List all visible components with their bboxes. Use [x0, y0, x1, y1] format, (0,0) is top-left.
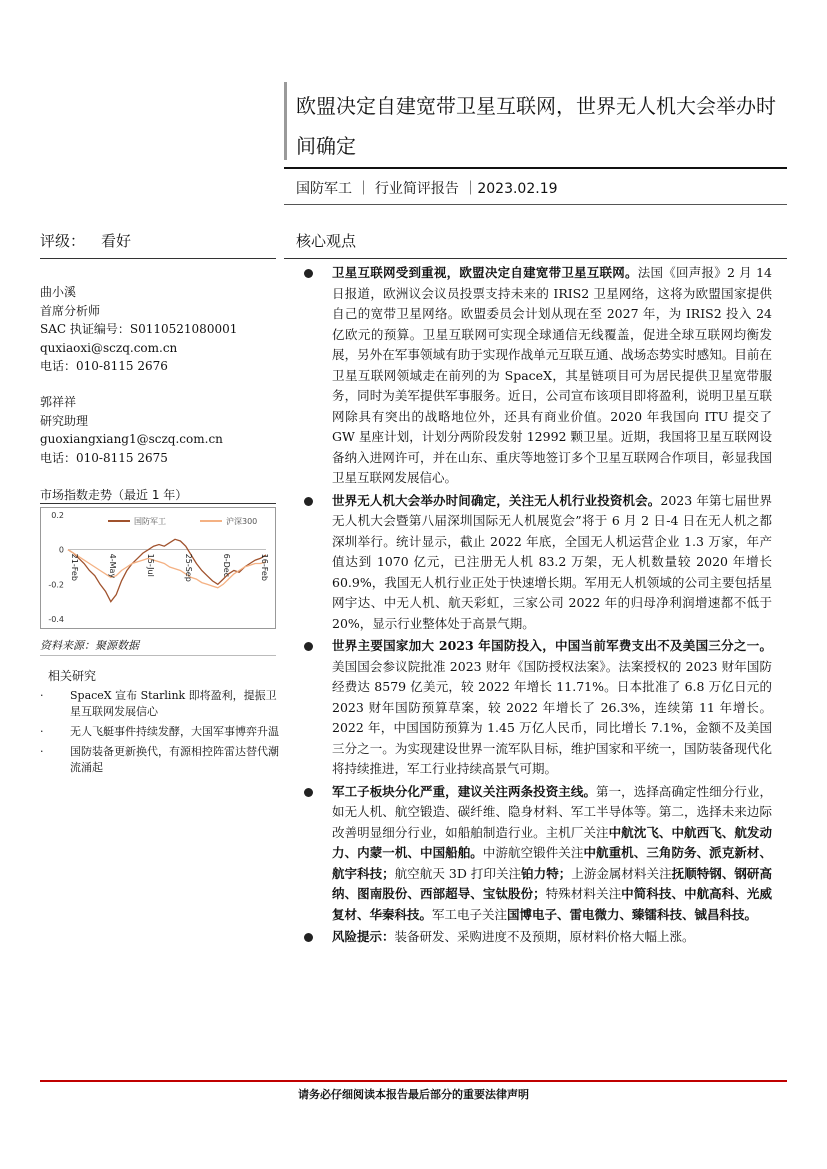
core-point-text: 装备研发、采购进度不及预期，原材料价格大幅上涨。 — [394, 929, 695, 944]
index-chart-svg — [40, 507, 276, 629]
analyst-phone: 电话：010-8115 2676 — [40, 359, 168, 373]
subtitle-divider — [284, 204, 787, 205]
legal-notice: 请务必仔细阅读本报告最后部分的重要法律声明 — [298, 1088, 529, 1101]
core-views-title: 核心观点 — [296, 232, 357, 250]
bullet-dot: · — [40, 725, 44, 738]
analyst-name: 曲小溪 — [40, 285, 77, 299]
rating — [40, 230, 131, 251]
core-point — [304, 636, 772, 780]
x-tick-label: 4-May — [108, 553, 117, 579]
core-point — [304, 491, 772, 635]
analyst-role: 研究助理 — [40, 413, 89, 428]
analyst-cert: SAC 执证编号：S0110521080001 — [40, 322, 238, 336]
core-point-heading: 世界主要国家加大 2023 年国防投入，中国当前军费支出不及美国三分之一。 — [332, 638, 772, 653]
bullet-icon — [304, 642, 313, 651]
chart-title-divider — [40, 503, 276, 504]
related-research-title: 相关研究 — [48, 669, 97, 683]
core-point — [304, 927, 772, 948]
y-tick-label: 0.2 — [51, 511, 64, 520]
legend-label: 国防军工 — [134, 517, 166, 526]
x-tick-label: 16-Feb — [260, 553, 269, 581]
core-point — [304, 263, 772, 489]
y-tick-label: -0.4 — [48, 615, 64, 624]
core-point-text: 美国国会参议院批准 2023 财年《国防授权法案》。法案授权的 2023 财年国防经费达 8579 亿美元，较 2022 年增长 11.71%。日本批准了 6.8 万亿日元的 2023 财年国防预算草案，较 2022 年增长了 26.3%，连续第 11 年增长。2022 年，中国国防预算为 1.45 万亿人民币，同比增长 7.1%，金额不及美国三分之一。为实现建设世界一流军队目标，维护国家和平统一，国防装备现代化将持续推进，军工行业持续高景气可期。 — [332, 658, 772, 776]
bullet-dot: · — [40, 745, 44, 758]
bullet-icon — [304, 933, 313, 942]
core-point-heading: 世界无人机大会举办时间确定，关注无人机行业投资机会。 — [332, 492, 661, 508]
related-item[interactable]: · 无人飞艇事件持续发酵，大国军事博弈升温 — [40, 725, 279, 738]
rating-value: 看好 — [101, 232, 132, 250]
core-point-text: 2023 年第七届世界无人机大会暨第八届深圳国际无人机展览会”将于 6 月 2 日-4 日在无人机之都深圳举行。统计显示，截止 2022 年底，全国无人机运营企业 1.3 万家，年产值达到 1070 亿元，已注册无人机 83.2 万架，无人机数量较 2020 年增长 60.9%，我国无人机行业正处于快速增长期。军用无人机领域的公司主要包括星网宇达、中无人机、航天彩虹，三家公司 2022 年的归母净利润增速都不低于 20%，显示行业整体处于高景气期。 — [332, 492, 772, 631]
core-point — [304, 782, 772, 926]
core-point-heading: 卫星互联网受到重视，欧盟决定自建宽带卫星互联网。 — [332, 265, 638, 280]
x-tick-label: 21-Feb — [70, 553, 79, 581]
index-chart — [40, 507, 276, 629]
report-title: 欧盟决定自建宽带卫星互联网，世界无人机大会举办时间确定 — [296, 94, 776, 158]
y-tick-label: 0 — [58, 545, 64, 555]
related-research-list — [40, 688, 280, 780]
chart-title: 市场指数走势（最近 1 年） — [40, 488, 188, 502]
x-tick-label: 15-Jul — [146, 553, 155, 577]
rating-divider — [40, 258, 276, 259]
chart-source: 资料来源：聚源数据 — [40, 639, 139, 652]
analyst-email[interactable]: guoxiangxiang1@sczq.com.cn — [40, 432, 223, 446]
analyst-role: 首席分析师 — [40, 303, 101, 318]
title-divider — [284, 167, 787, 169]
analyst-name: 郭祥祥 — [40, 395, 77, 409]
analyst-phone: 电话：010-8115 2675 — [40, 450, 168, 465]
y-tick-label: -0.2 — [48, 580, 64, 590]
x-tick-label: 25-Sep — [184, 553, 193, 582]
analyst-2 — [40, 393, 223, 467]
bullet-icon — [304, 497, 313, 506]
series-line-0 — [68, 539, 266, 601]
related-item[interactable]: · SpaceX 宣布 Starlink 即将盈利，提振卫星互联网发展信心 — [40, 689, 277, 718]
core-point-heading: 军工子板块分化严重，建议关注两条投资主线。 — [332, 783, 597, 799]
core-point-text: 第一，选择高确定性细分行业，如无人机、航空锻造、碳纤维、隐身材料、军工半导体等。第二，选择未来边际改善明显细分行业，如船舶制造行业。主机厂关注中航沈飞、中航西飞、航发动力、内蒙一机、中国船舶。中游航空锻件关注中航重机、三角防务、派克新材、航宇科技；航空航天 3D 打印关注铂力特；上游金属材料关注抚顺特钢、钢研高纳、图南股份、西部超导、宝钛股份；特殊材料关注中简科技、中航高科、光威复材、华秦科技。军工电子关注国博电子、雷电微力、臻镭科技、铖昌科技。 — [332, 783, 772, 922]
related-item[interactable]: · 国防装备更新换代，有源相控阵雷达替代潮流涌起 — [40, 745, 279, 774]
bullet-icon — [304, 788, 313, 797]
core-point-text: 法国《回声报》2 月 14 日报道，欧洲议会议员投票支持未来的 IRIS2 卫星网络，这将为欧盟国家提供自己的宽带卫星网络。欧盟委员会计划从现在至 2027 年，为 IRIS2 投入 24 亿欧元的预算。卫星互联网可实现全球通信无线覆盖，促进全球互联网均衡发展，另外在军事领域有助于实现作战单元互联互通、战场态势实时感知。目前在卫星互联网领域走在前列的为 SpaceX，其星链项目可为居民提供卫星宽带服务，同时为美军提供军事服务。近日，公司宣布该项目即将盈利，说明卫星互联网除具有突出的战略地位外，还具有商业价值。2020 年我国向 ITU 提交了 GW 星座计划，计划分两阶段发射 12992 颗卫星。近期，我国将卫星互联网设备纳入进网许可，并在山东、重庆等地签订多个卫星互联网合作项目，彰显我国卫星互联网发展信心。 — [332, 265, 772, 485]
bullet-dot: · — [40, 689, 44, 702]
core-views-body — [304, 263, 772, 950]
report-subtitle: 国防军工 ｜ 行业简评报告 ｜2023.02.19 — [296, 181, 558, 197]
core-point-heading: 风险提示： — [332, 929, 395, 944]
series-line-1 — [68, 550, 266, 588]
rating-label: 评级： — [40, 232, 86, 250]
analyst-email[interactable]: quxiaoxi@sczq.com.cn — [40, 340, 178, 355]
chart-source-divider — [40, 655, 276, 656]
x-tick-label: 6-Dec — [222, 553, 231, 578]
footer-divider — [40, 1080, 787, 1082]
title-accent-bar — [284, 82, 287, 160]
legend-label: 沪深300 — [226, 517, 258, 526]
bullet-icon — [304, 269, 313, 278]
analyst-1 — [40, 283, 237, 376]
core-views-divider — [284, 258, 787, 259]
